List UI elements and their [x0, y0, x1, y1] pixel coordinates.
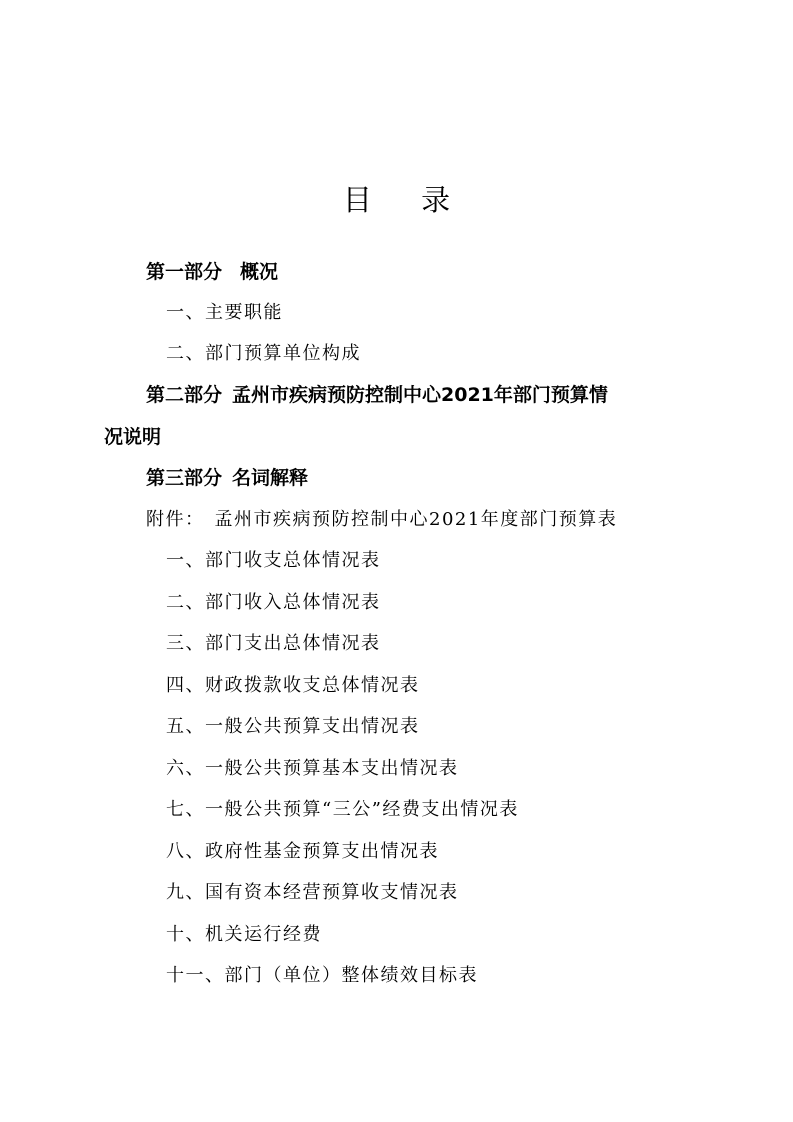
part2-name-line1: 孟州市疾病预防控制中心2021年部门预算情	[232, 384, 608, 406]
appendix-label: 附件：	[146, 509, 205, 530]
appendix-item-10: 十、机关运行经费	[166, 924, 322, 945]
appendix-item-8: 八、政府性基金预算支出情况表	[166, 841, 439, 862]
appendix-item-9: 九、国有资本经营预算收支情况表	[166, 882, 459, 903]
part3-name: 名词解释	[232, 467, 309, 489]
appendix-title: 孟州市疾病预防控制中心2021年度部门预算表	[214, 509, 618, 530]
appendix-item-1: 一、部门收支总体情况表	[166, 550, 381, 571]
part2-name-line2: 况说明	[104, 426, 162, 448]
appendix-item-3: 三、部门支出总体情况表	[166, 633, 381, 654]
appendix-item-2: 二、部门收入总体情况表	[166, 592, 381, 613]
page-title: 目 录	[342, 183, 471, 217]
appendix-line	[146, 505, 617, 535]
part3-heading: 第三部分	[146, 467, 223, 489]
appendix-item-4: 四、财政拨款收支总体情况表	[166, 675, 420, 696]
part2-heading: 第二部分	[146, 384, 223, 406]
toc-item-part1-2: 二、部门预算单位构成	[166, 343, 361, 364]
toc-part3	[146, 463, 308, 493]
toc-part2	[146, 380, 608, 410]
part1-heading: 第一部分	[146, 261, 223, 283]
part1-name: 概况	[240, 261, 279, 283]
appendix-item-7: 七、一般公共预算“三公”经费支出情况表	[166, 799, 519, 820]
appendix-item-6: 六、一般公共预算基本支出情况表	[166, 758, 459, 779]
toc-item-part1-1: 一、主要职能	[166, 302, 283, 323]
appendix-item-11: 十一、部门（单位）整体绩效目标表	[166, 965, 478, 986]
toc-part1	[146, 257, 278, 287]
appendix-item-5: 五、一般公共预算支出情况表	[166, 716, 420, 737]
